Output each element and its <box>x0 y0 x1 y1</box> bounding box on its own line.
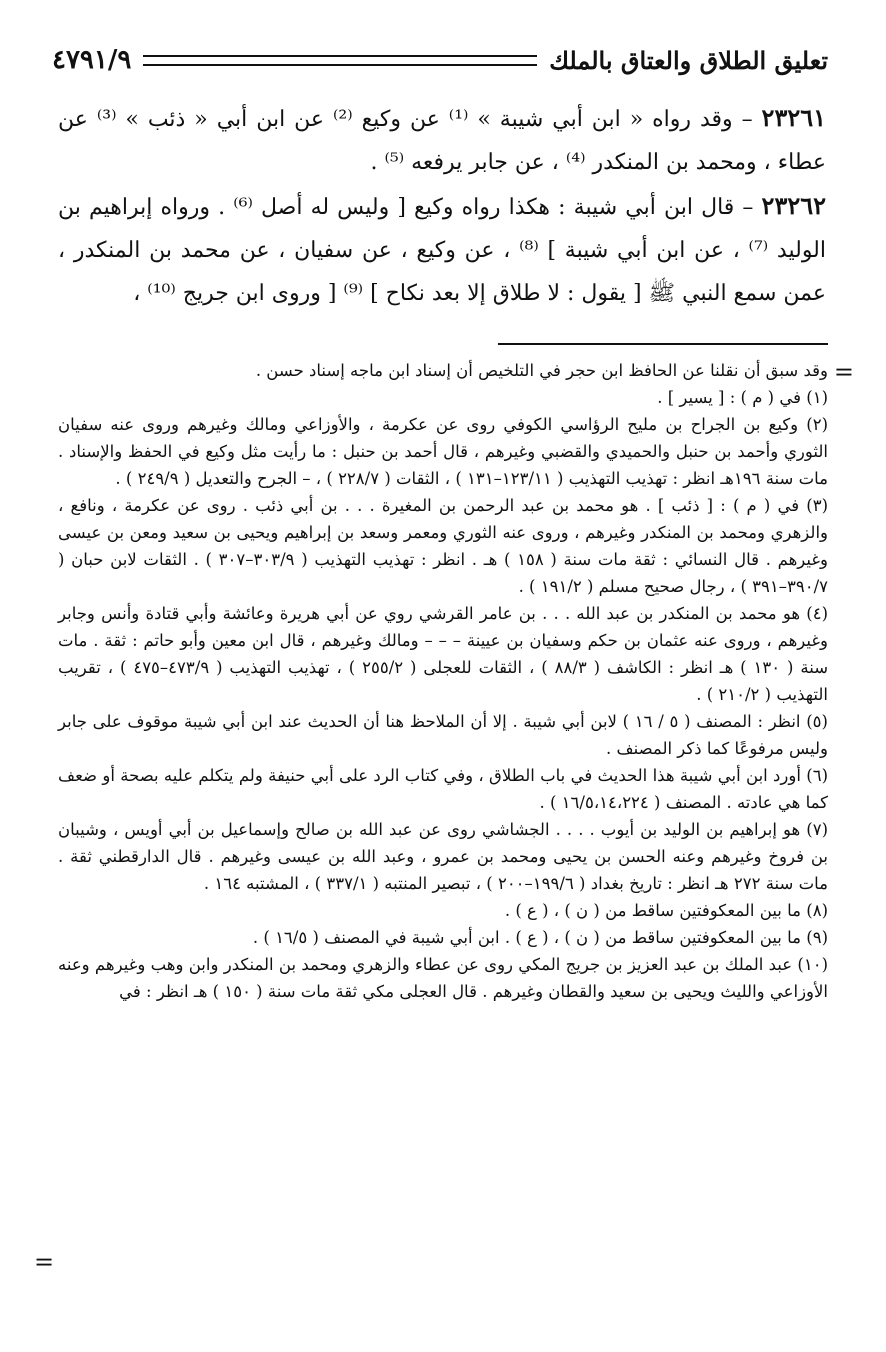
footnote-3: (٣) في ( م ) : [ ذئب ] . هو محمد بن عبد الرحمن بن المغيرة . . . بن أبي ذئب . روى عن عكرمة ، ونافع ، والزهري ومحمد بن المنكدر وغيرهم ، وروى عنه الثوري ومعمر وسعد بن إبراهيم ويحيى بن سعيد ومعن بن عيسى وغيرهم . قال النسائي : ثقة مات سنة ( ١٥٨ ) هـ . انظر : تهذيب التهذيب ( ٣٠٣/٩–٣٠٧ ) . الثقات لابن حبان ( ٣٩٠/٧–٣٩١ ) ، رجال صحيح مسلم ( ١٩١/٢ ) . <box>58 496 828 596</box>
hadith-paragraph <box>58 96 826 184</box>
footnote-7: (٧) هو إبراهيم بن الوليد بن أيوب . . . . الجشاشي روى عن عبد الله بن صالح وإسماعيل بن أبي أويس ، وشيبان بن فروخ وغيرهم وعنه الحسن بن يحيى ومحمد بن عمرو ، وعبد الله بن عيسى وغيرهم . قال الدارقطني ثقة . مات سنة ٢٧٢ هـ انظر : تاريخ بغداد ( ١٩٩/٦–٢٠٠ ) ، تبصير المنتبه ( ٣٣٧/١ ) ، المشتبه ١٦٤ . <box>58 820 828 893</box>
hadith-number: ٢٣٢٦١ <box>761 103 826 132</box>
footnote-5: (٥) انظر : المصنف ( ٥ / ١٦ ) لابن أبي شيبة . إلا أن الملاحظ هنا أن الحديث عند ابن أبي شيبة موقوف على جابر وليس مرفوعًا كما ذكر المصنف . <box>58 712 828 758</box>
continuation-mark: = <box>833 358 854 386</box>
hadith-paragraph <box>58 184 826 315</box>
continuation-mark: = <box>34 1248 55 1276</box>
header-double-rule <box>143 55 537 66</box>
main-text <box>58 96 826 315</box>
footnotes <box>58 357 828 1005</box>
footnote-10: (١٠) عبد الملك بن عبد العزيز بن جريج المكي روى عن عطاء والزهري ومحمد بن المنكدر وابن وهب وغيرهم وعنه الأوزاعي والليث ويحيى بن سعيد والقطان وغيرهم . قال العجلى مكي ثقة مات سنة ( ١٥٠ ) هـ انظر : في <box>58 955 828 1001</box>
footnote-4: (٤) هو محمد بن المنكدر بن عبد الله . . . بن عامر القرشي روي عن أبي هريرة وعائشة وأبي قتادة وأنس وجابر وغيرهم ، وروى عنه عثمان بن حكم وسفيان بن عيينة – – – ومالك وغيرهم ، قال ابن معين وأبو حاتم : ثقة . مات سنة ( ١٣٠ ) هـ انظر : الكاشف ( ٨٨/٣ ) ، الثقات للعجلى ( ٢٥٥/٢ ) ، تهذيب التهذيب ( ٤٧٣/٩–٤٧٥ ) ، تقريب التهذيب ( ٢١٠/٢ ) . <box>58 604 829 704</box>
footnote-1: (١) في ( م ) : [ يسير ] . <box>657 388 828 407</box>
footnote-6: (٦) أورد ابن أبي شيبة هذا الحديث في باب الطلاق ، وفي كتاب الرد على أبي حنيفة ولم يتكلم عليه بصحة أو ضعف كما هي عادته . المصنف ( ١٦/٥،١٤،٢٢٤ ) . <box>58 766 828 812</box>
footnote-divider <box>498 343 828 345</box>
footnote-continuation: وقد سبق أن نقلنا عن الحافظ ابن حجر في التلخيص أن إسناد ابن ماجه إسناد حسن . <box>255 361 828 380</box>
hadith-text: – قال ابن أبي شيبة : هكذا رواه وكيع [ وليس له أصل ⁽⁶⁾ . ورواه إبراهيم بن الوليد ⁽⁷⁾ ، عن ابن أبي شيبة ] ⁽⁸⁾ ، عن وكيع ، عن سفيان ، عن محمد بن المنكدر ، عمن سمع النبي ﷺ [ يقول : لا طلاق إلا بعد نكاح ] ⁽⁹⁾ [ وروى ابن جريج ⁽¹⁰⁾ ، <box>58 195 826 306</box>
footnote-2: (٢) وكيع بن الجراح بن مليح الرؤاسي الكوفي روى عن عكرمة ، والأوزاعي ومالك وغيرهم وروى عنه سفيان الثوري وأحمد بن حنبل والحميدي والقضبي وغيرهم ، قال أحمد بن حنبل : ما رأيت مثل وكيع في الحفظ والإسناد . مات سنة ١٩٦هـ انظر : تهذيب التهذيب ( ١٢٣/١١–١٣١ ) ، الثقات ( ٢٢٨/٧ ) ، – الجرح والتعديل ( ٢٤٩/٩ ) . <box>58 415 828 488</box>
running-title: تعليق الطلاق والعتاق بالملك <box>549 45 828 75</box>
footnote-9: (٩) ما بين المعكوفتين ساقط من ( ن ) ، ( ع ) . ابن أبي شيبة في المصنف ( ١٦/٥ ) . <box>252 928 828 947</box>
footnote-8: (٨) ما بين المعكوفتين ساقط من ( ن ) ، ( ع ) . <box>504 901 828 920</box>
hadith-text: – وقد رواه « ابن أبي شيبة » ⁽¹⁾ عن وكيع ⁽²⁾ عن ابن أبي « ذئب » ⁽³⁾ عن عطاء ، ومحمد بن المنكدر ⁽⁴⁾ ، عن جابر يرفعه ⁽⁵⁾ . <box>58 107 826 175</box>
hadith-number: ٢٣٢٦٢ <box>761 191 826 220</box>
page-header <box>52 38 828 82</box>
page-number: ٤٧٩١/٩ <box>52 45 132 75</box>
